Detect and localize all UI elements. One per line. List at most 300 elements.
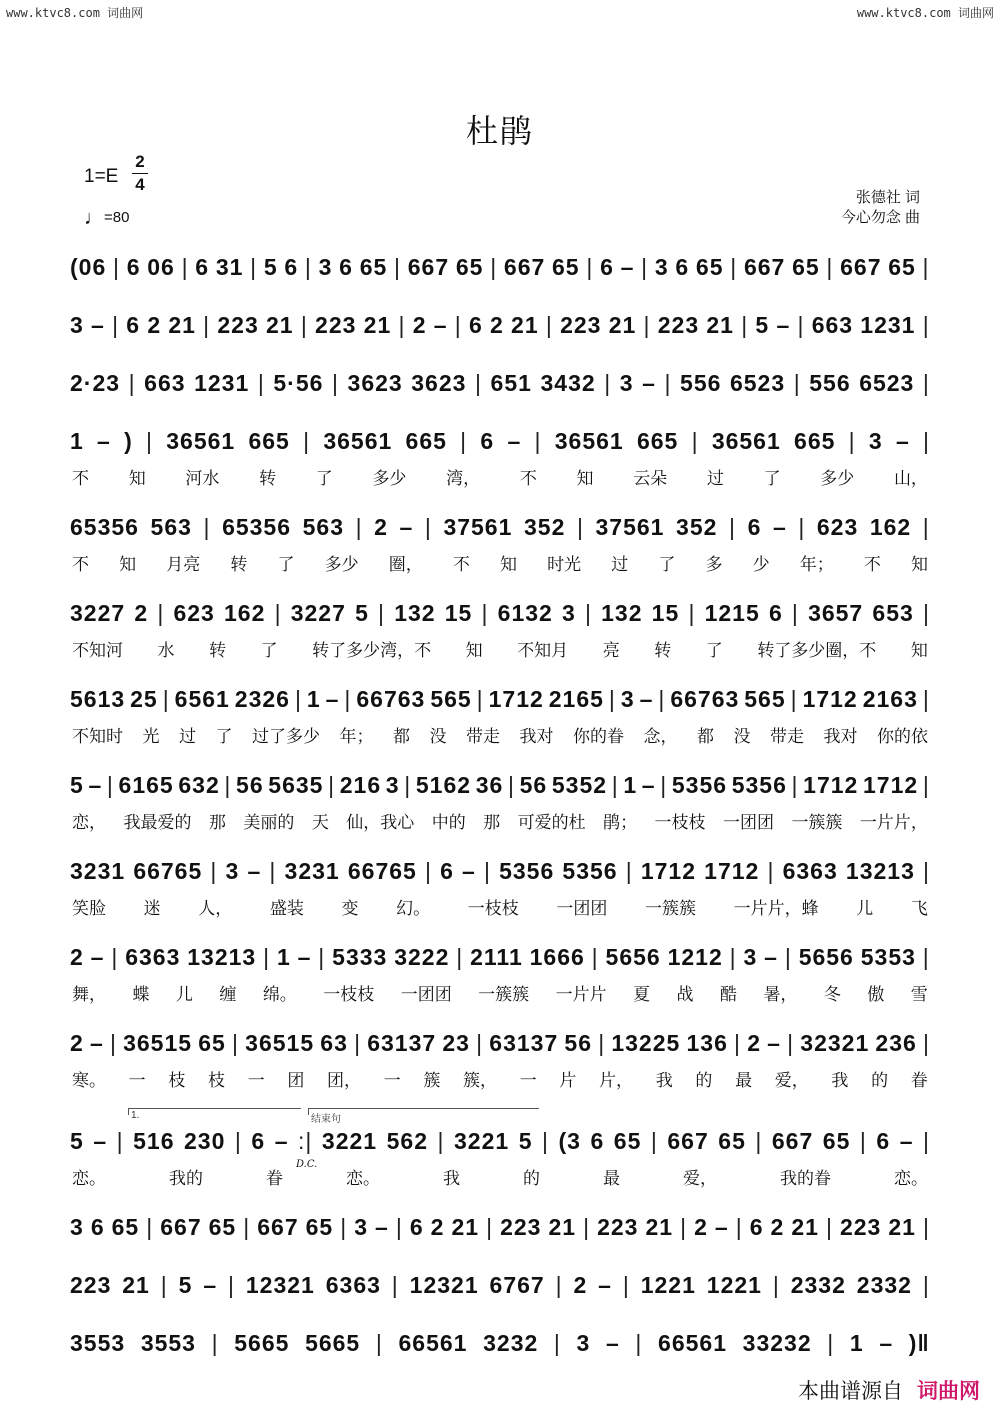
note-group: 2326 xyxy=(234,685,290,712)
lyric-word: 不 xyxy=(72,468,89,489)
note-group: 5656 xyxy=(605,943,661,970)
note-group: – xyxy=(639,685,654,712)
note-group: – xyxy=(325,685,340,712)
barline: | xyxy=(650,1127,658,1154)
barline: | xyxy=(112,253,120,280)
barline: | xyxy=(608,685,616,712)
barline: | xyxy=(825,1213,833,1240)
barline: | xyxy=(772,1271,780,1298)
notation-row xyxy=(70,1268,930,1302)
note-group: 5 xyxy=(518,1127,533,1154)
lyric-word: 过 xyxy=(611,554,629,575)
note-group: 2163 xyxy=(862,685,918,712)
lyric-word: 过了多少 xyxy=(252,726,320,747)
note-group: 21 xyxy=(645,1213,674,1240)
lyric-word: 战 xyxy=(676,984,694,1005)
lyric-word: 湾， xyxy=(446,468,481,489)
lyric-word: 云朵 xyxy=(633,468,668,489)
note-group: 223 xyxy=(315,311,357,338)
note-group: )‖ xyxy=(908,1329,930,1356)
barline: | xyxy=(507,771,515,798)
barline: | xyxy=(622,1271,630,1298)
note-group: 216 xyxy=(339,771,382,798)
barline: | xyxy=(591,943,599,970)
barline: :| xyxy=(298,1127,313,1154)
note-group: 3222 xyxy=(394,943,450,970)
note-group: 565 xyxy=(430,685,472,712)
note-group: 1231 xyxy=(860,311,916,338)
note-group: 1 xyxy=(306,685,321,712)
note-group: 6767 xyxy=(489,1271,545,1298)
barline: | xyxy=(741,311,749,338)
note-group: 3 xyxy=(576,1329,591,1356)
note-group: 2 xyxy=(490,311,504,338)
note-group: 15 xyxy=(444,599,473,626)
note-group: 132 xyxy=(601,599,643,626)
note-group: 6523 xyxy=(729,369,786,396)
lyric-word: 不知月 xyxy=(517,640,569,661)
lyric-word: 片 xyxy=(559,1070,577,1091)
note-group: 13213 xyxy=(845,857,915,884)
lyric-word: 光 xyxy=(142,726,160,747)
note-group: 13213 xyxy=(187,943,257,970)
lyric-word: 转了多少圈，不 xyxy=(757,640,877,661)
lyric-word: 鹃； xyxy=(603,812,638,833)
note-group: 2332 xyxy=(856,1271,912,1298)
note-group: 556 xyxy=(809,369,851,396)
barline: | xyxy=(228,1271,235,1298)
time-signature-divider xyxy=(132,173,148,174)
note-group: 5333 xyxy=(332,943,388,970)
note-group: 667 xyxy=(667,1127,709,1154)
lyric-line xyxy=(72,464,928,488)
barline: | xyxy=(922,1213,930,1240)
note-group: 653 xyxy=(872,599,914,626)
lyric-line xyxy=(72,1066,928,1090)
note-group: 6 xyxy=(251,1127,266,1154)
barline: | xyxy=(735,1213,743,1240)
barline: | xyxy=(398,311,406,338)
barline: | xyxy=(923,1127,930,1154)
note-group: 66765 xyxy=(347,857,417,884)
source-url-left: www.ktvc8.com 词曲网 xyxy=(6,6,144,20)
note-group: 5356 xyxy=(731,771,787,798)
note-group: 63137 xyxy=(367,1029,437,1056)
note-group: – xyxy=(899,1127,914,1154)
lyric-word: 都 xyxy=(697,726,714,747)
lyric-word: 知 xyxy=(128,468,146,489)
lyric-word: 了 xyxy=(763,468,781,489)
notation-row xyxy=(70,854,930,888)
lyric-word: 知 xyxy=(911,554,928,575)
note-group: 5356 xyxy=(562,857,618,884)
note-group: 5635 xyxy=(268,771,324,798)
barline: | xyxy=(162,685,170,712)
barline: | xyxy=(294,685,302,712)
note-group: 21 xyxy=(706,311,734,338)
note-group: 132 xyxy=(394,599,436,626)
time-signature xyxy=(132,152,148,195)
barline: | xyxy=(481,599,489,626)
barline: | xyxy=(395,1213,403,1240)
barline: | xyxy=(923,857,930,884)
lyric-word: 恋。 xyxy=(72,1168,106,1189)
barline: | xyxy=(250,253,258,280)
barline: | xyxy=(116,1127,124,1154)
barline: | xyxy=(583,1213,591,1240)
lyric-word: 我的眷 xyxy=(780,1168,831,1189)
lyric-word: 缠 xyxy=(219,984,237,1005)
lyric-line xyxy=(72,636,928,660)
note-group: – xyxy=(203,1271,218,1298)
barline: | xyxy=(203,311,211,338)
lyric-word: 河水 xyxy=(185,468,220,489)
lyric-word: 枝 xyxy=(208,1070,226,1091)
barline: | xyxy=(203,513,211,540)
note-group: 6 xyxy=(590,1127,605,1154)
lyricist-credit: 张德社 词 xyxy=(855,189,920,206)
da-capo-mark: D.C. xyxy=(296,1159,318,1170)
barline: | xyxy=(848,427,856,454)
lyric-word: 美丽的 xyxy=(243,812,295,833)
lyric-word: 变 xyxy=(341,898,359,919)
note-group: 65 xyxy=(359,253,388,280)
note-group: 12321 xyxy=(409,1271,479,1298)
notation-row xyxy=(70,424,930,458)
note-group: 663 xyxy=(144,369,186,396)
note-group: 06 xyxy=(147,253,175,280)
note-group: 65 xyxy=(552,253,580,280)
note-group: 3221 xyxy=(321,1127,378,1154)
barline: | xyxy=(545,311,553,338)
note-group: 1221 xyxy=(706,1271,762,1298)
lyric-word: 年； xyxy=(339,726,374,747)
note-group: 37561 xyxy=(443,513,513,540)
lyric-word: 了 xyxy=(315,468,333,489)
note-group: 3 xyxy=(318,253,333,280)
barline: | xyxy=(922,771,930,798)
note-group: – xyxy=(93,1127,108,1154)
note-group: 5 xyxy=(178,1271,193,1298)
lyric-word: 不知河 xyxy=(72,640,123,661)
note-group: – xyxy=(642,369,656,396)
note-group: 2 xyxy=(412,311,427,338)
lyric-word: 片， xyxy=(599,1070,634,1091)
barline: | xyxy=(922,685,930,712)
note-group: 162 xyxy=(869,513,912,540)
barline: | xyxy=(611,771,619,798)
note-group: 6 xyxy=(126,311,141,338)
barline: | xyxy=(922,1029,930,1056)
note-group: 6363 xyxy=(782,857,838,884)
barline: | xyxy=(586,253,594,280)
notation-row xyxy=(70,1326,930,1360)
note-group: 562 xyxy=(386,1127,428,1154)
lyric-word: 山， xyxy=(893,468,928,489)
note-group: 65356 xyxy=(70,513,139,540)
note-group: 6 xyxy=(749,1213,764,1240)
lyric-word: 我最爱的 xyxy=(123,812,192,833)
note-group: 6 xyxy=(468,311,483,338)
barline: | xyxy=(331,369,339,396)
note-group: 21 xyxy=(451,1213,480,1240)
note-group: 5356 xyxy=(671,771,728,798)
note-group: 2 xyxy=(573,1271,588,1298)
lyric-word: 舞， xyxy=(72,984,106,1005)
note-group: 65 xyxy=(613,1127,642,1154)
note-group: 5353 xyxy=(860,943,916,970)
note-group: 223 xyxy=(597,1213,639,1240)
note-group: 3 xyxy=(385,771,400,798)
note-group: – xyxy=(776,311,791,338)
barline: | xyxy=(146,427,153,454)
barline: | xyxy=(300,311,308,338)
barline: | xyxy=(476,1029,484,1056)
note-group: 6 xyxy=(339,253,353,280)
barline: | xyxy=(211,1329,219,1356)
note-group: 36515 xyxy=(245,1029,315,1056)
note-group: – xyxy=(879,1329,894,1356)
notation-row xyxy=(70,250,930,284)
note-group: 3432 xyxy=(540,369,596,396)
note-group: 6523 xyxy=(859,369,915,396)
barline: | xyxy=(922,599,930,626)
note-group: 1 xyxy=(70,427,84,454)
note-group: 3227 xyxy=(70,599,126,626)
note-group: 632 xyxy=(178,771,220,798)
lyric-word: 迷 xyxy=(143,898,161,919)
barline: | xyxy=(391,1271,399,1298)
note-group: 21 xyxy=(888,1213,916,1240)
note-group: (06 xyxy=(70,253,107,280)
barline: | xyxy=(181,253,189,280)
first-ending-bracket xyxy=(128,1108,301,1115)
lyric-word: 暑， xyxy=(763,984,798,1005)
lyric-word: 了 xyxy=(215,726,233,747)
lyric-word: 一团团 xyxy=(400,984,452,1005)
lyric-word: 最 xyxy=(735,1070,753,1091)
barline: | xyxy=(643,311,651,338)
note-group: – xyxy=(89,1029,104,1056)
note-group: 1 xyxy=(623,771,638,798)
note-group: 6 xyxy=(768,599,783,626)
note-group: 6363 xyxy=(125,943,181,970)
note-group: 3231 xyxy=(70,857,126,884)
note-group: 13225 xyxy=(611,1029,681,1056)
note-group: – xyxy=(772,513,787,540)
barline: | xyxy=(454,311,462,338)
barline: | xyxy=(542,1127,549,1154)
note-group: 3 xyxy=(620,685,635,712)
note-group: 21 xyxy=(608,311,637,338)
note-group: – xyxy=(641,771,656,798)
lyric-word: 多少 xyxy=(372,468,407,489)
footer-site-link[interactable]: 词曲网 xyxy=(917,1380,980,1403)
barline: | xyxy=(922,369,930,396)
note-group: – xyxy=(507,427,522,454)
note-group: 230 xyxy=(184,1127,226,1154)
barline: | xyxy=(730,253,738,280)
note-group: 36 xyxy=(475,771,504,798)
lyric-word: 转 xyxy=(230,554,248,575)
notation-row xyxy=(70,1026,930,1060)
note-group: 6 xyxy=(90,1213,105,1240)
barline: | xyxy=(109,1029,117,1056)
lyric-word: 我 xyxy=(831,1070,849,1091)
note-group: – xyxy=(714,1213,729,1240)
note-group: 2 xyxy=(70,943,84,970)
lyric-line xyxy=(72,894,928,918)
note-group: – xyxy=(764,943,778,970)
lyric-word: 那 xyxy=(208,812,226,833)
note-group: 65 xyxy=(198,1029,226,1056)
note-group: 223 xyxy=(560,311,602,338)
note-group: – xyxy=(274,1127,289,1154)
barline: | xyxy=(269,857,277,884)
lyric-word: 可爱的杜 xyxy=(517,812,586,833)
barline: | xyxy=(755,1127,763,1154)
note-group: 66763 xyxy=(356,685,426,712)
note-group: 565 xyxy=(744,685,786,712)
lyric-word: 时光 xyxy=(547,554,582,575)
lyric-word: 你的依 xyxy=(877,726,928,747)
lyric-word: 知 xyxy=(465,640,483,661)
note-group: 2 xyxy=(134,599,149,626)
note-group: 1712 xyxy=(863,771,919,798)
note-group: 1712 xyxy=(803,771,859,798)
note-group: 3 xyxy=(619,369,634,396)
note-group: 665 xyxy=(794,427,836,454)
lyric-word: 都 xyxy=(393,726,410,747)
lyric-word: 的 xyxy=(871,1070,889,1091)
lyric-word: 我对 xyxy=(519,726,554,747)
note-group: 1666 xyxy=(529,943,585,970)
note-group: 1212 xyxy=(667,943,723,970)
note-group: 6165 xyxy=(118,771,174,798)
note-group: 36515 xyxy=(123,1029,193,1056)
barline: | xyxy=(460,427,468,454)
barline: | xyxy=(598,1029,606,1056)
lyric-word: 没 xyxy=(733,726,751,747)
barline: | xyxy=(922,311,930,338)
lyric-word: 没 xyxy=(429,726,447,747)
note-group: – xyxy=(605,1329,620,1356)
note-group: 65 xyxy=(455,253,484,280)
lyric-line xyxy=(72,550,928,574)
note-group: 623 xyxy=(173,599,215,626)
note-group: 3623 xyxy=(411,369,467,396)
barline: | xyxy=(791,771,799,798)
note-group: 5 xyxy=(263,253,278,280)
note-group: 21 xyxy=(511,311,539,338)
barline: | xyxy=(922,253,930,280)
note-group: 1712 xyxy=(704,857,760,884)
note-group: 3623 xyxy=(347,369,403,396)
lyric-word: 我 xyxy=(443,1168,460,1189)
lyric-word: 枝 xyxy=(168,1070,186,1091)
note-group: 1712 xyxy=(488,685,544,712)
lyric-word: 寒。 xyxy=(72,1070,106,1091)
note-group: 5·56 xyxy=(273,369,324,396)
note-group: 667 xyxy=(407,253,450,280)
lyric-word: 转 xyxy=(259,468,277,489)
note-group: 3231 xyxy=(284,857,340,884)
lyric-word: 幻。 xyxy=(396,898,431,919)
note-group: 623 xyxy=(816,513,859,540)
note-group: 36561 xyxy=(554,427,624,454)
note-group: 5356 xyxy=(499,857,555,884)
source-url-right: www.ktvc8.com 词曲网 xyxy=(856,6,994,20)
note-group: 5656 xyxy=(798,943,854,970)
lyric-word: 的 xyxy=(523,1168,540,1189)
note-group: 56 xyxy=(236,771,264,798)
footer-source xyxy=(798,1375,980,1405)
lyric-word: 恋。 xyxy=(346,1168,380,1189)
quarter-note-icon: ♩ xyxy=(84,207,104,229)
note-group: 563 xyxy=(302,513,344,540)
barline: | xyxy=(375,1329,383,1356)
lyric-word: 团 xyxy=(287,1070,305,1091)
lyric-word: 我 xyxy=(655,1070,673,1091)
note-group: 36561 xyxy=(323,427,393,454)
barline: | xyxy=(111,943,119,970)
note-group: 21 xyxy=(168,311,196,338)
note-group: 2 xyxy=(770,1213,785,1240)
note-group: 5665 xyxy=(234,1329,290,1356)
note-group: 3 xyxy=(868,427,883,454)
barline: | xyxy=(490,253,498,280)
lyric-word: 冬 xyxy=(823,984,841,1005)
lyric-line xyxy=(72,808,928,832)
note-group: 352 xyxy=(523,513,566,540)
lyric-word: 了 xyxy=(277,554,295,575)
barline: | xyxy=(128,369,136,396)
note-group: 563 xyxy=(150,513,192,540)
lyric-word: 不 xyxy=(452,554,470,575)
note-group: 21 xyxy=(266,311,294,338)
note-group: 667 xyxy=(771,1127,814,1154)
note-group: 1712 xyxy=(640,857,697,884)
note-group: 21 xyxy=(548,1213,577,1240)
note-group: – xyxy=(247,857,262,884)
barline: | xyxy=(257,369,265,396)
lyric-word: 水 xyxy=(157,640,175,661)
note-group: 6 xyxy=(126,253,141,280)
barline: | xyxy=(534,427,542,454)
lyric-word: 一团团 xyxy=(556,898,608,919)
barline: | xyxy=(437,1127,445,1154)
lyric-word: 带走 xyxy=(770,726,804,747)
tempo-value: =80 xyxy=(104,209,130,226)
note-group: 1231 xyxy=(194,369,250,396)
note-group: 6 xyxy=(440,857,454,884)
barline: | xyxy=(160,1271,168,1298)
note-group: 667 xyxy=(840,253,882,280)
barline: | xyxy=(224,771,232,798)
barline: | xyxy=(378,599,386,626)
note-group: 3 xyxy=(225,857,240,884)
lyric-word: 一片片， xyxy=(859,812,928,833)
note-group: 5665 xyxy=(305,1329,361,1356)
note-group: 3 xyxy=(70,311,84,338)
note-group: 2332 xyxy=(790,1271,846,1298)
lyric-word: 不 xyxy=(519,468,537,489)
barline: | xyxy=(303,427,311,454)
note-group: 36561 xyxy=(166,427,236,454)
lyric-word: 一 xyxy=(128,1070,146,1091)
note-group: 2 xyxy=(147,311,162,338)
lyric-word: 了 xyxy=(705,640,723,661)
